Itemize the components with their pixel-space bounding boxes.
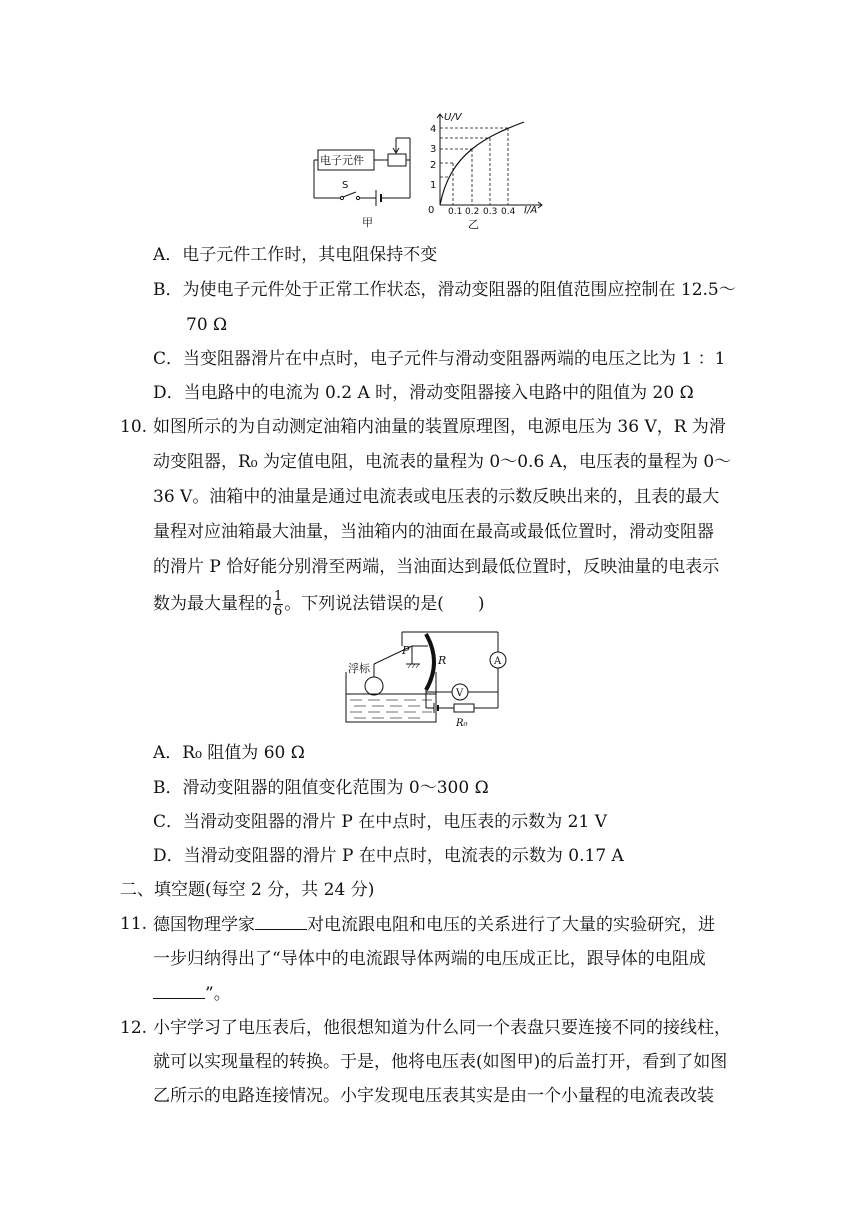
- fraction-one-sixth: [273, 590, 283, 619]
- x-tick-1: 0.1: [448, 207, 463, 217]
- q11-line2: 一步归纳得出了“导体中的电流跟导体两端的电压成正比，跟导体的电阻成: [153, 949, 706, 969]
- q12-line1: 小宇学习了电压表后，他很想知道为什么同一个表盘只要连接不同的接线柱，: [153, 1018, 731, 1038]
- q10-number: 10.: [120, 417, 148, 437]
- y-tick-2: 2: [430, 160, 437, 171]
- figure-oil-tank-circuit: [340, 624, 520, 732]
- q11-line1-before: 德国物理学家: [153, 915, 255, 935]
- q11-line3: [153, 982, 231, 1005]
- y-tick-4: 4: [430, 124, 437, 135]
- q10-stem-line6-after: 。下列说法错误的是( ): [284, 594, 485, 614]
- float-label: 浮标: [348, 662, 370, 675]
- y-axis-label: U/V: [444, 112, 462, 123]
- q10-option-c: C．当滑动变阻器的滑片 P 在中点时，电压表的示数为 21 V: [153, 812, 607, 832]
- fraction-denominator: 6: [274, 604, 283, 619]
- answer-blank-2[interactable]: [153, 982, 205, 999]
- q12-line2: 就可以实现量程的转换。于是，他将电压表(如图甲)的后盖打开，看到了如图: [153, 1052, 728, 1072]
- graph-yi: [437, 114, 542, 208]
- ammeter-label: A: [494, 656, 502, 667]
- x-tick-3: 0.3: [483, 207, 498, 217]
- answer-blank-1[interactable]: [255, 913, 307, 930]
- q10-stem-line6: [153, 590, 485, 619]
- x-tick-4: 0.4: [501, 207, 516, 217]
- q9-option-c: C．当变阻器滑片在中点时，电子元件与滑动变阻器两端的电压之比为 1 ：1: [153, 349, 726, 369]
- q10-stem-line5: 的滑片 P 恰好能分别滑至两端，当油面达到最低位置时，反映油量的电表示: [153, 557, 720, 577]
- y-tick-3: 3: [430, 144, 437, 155]
- circuit-diagram-jia: [314, 138, 410, 206]
- q11-line1: [153, 913, 715, 936]
- caption-yi: 乙: [468, 218, 479, 231]
- q10-stem-line6-before: 数为最大量程的: [153, 594, 272, 614]
- q11-line3-after: ”。: [205, 984, 231, 1004]
- slider-p-label: P: [402, 644, 410, 657]
- q11-number: 11.: [120, 914, 148, 934]
- q10-option-b: B．滑动变阻器的阻值变化范围为 0～300 Ω: [153, 778, 489, 798]
- q9-option-b-line1: B．为使电子元件处于正常工作状态，滑动变阻器的阻值范围应控制在 12.5～: [153, 280, 736, 300]
- q12-line3: 乙所示的电路连接情况。小宇发现电压表其实是由一个小量程的电流表改装: [153, 1086, 714, 1106]
- r0-label: R₀: [456, 718, 468, 729]
- q11-line1-after: 对电流跟电阻和电压的关系进行了大量的实验研究，进: [307, 915, 715, 935]
- q9-option-d: D．当电路中的电流为 0.2 A 时，滑动变阻器接入电路中的阻值为 20 Ω: [153, 383, 694, 403]
- y-tick-1: 1: [430, 180, 437, 191]
- fraction-numerator: 1: [274, 589, 283, 604]
- q9-option-b-line2: 70 Ω: [186, 315, 228, 335]
- q10-stem-line3: 36 V。油箱中的油量是通过电流表或电压表的示数反映出来的，且表的最大: [153, 487, 720, 507]
- switch-label: S: [342, 180, 349, 191]
- rheostat-r-label: R: [438, 654, 447, 667]
- q10-option-a: A．R₀ 阻值为 60 Ω: [153, 743, 305, 763]
- component-label: 电子元件: [320, 154, 364, 167]
- q10-stem-line1: 如图所示的为自动测定油箱内油量的装置原理图，电源电压为 36 V，R 为滑: [153, 417, 726, 437]
- figure-circuit-and-graph: [310, 108, 550, 232]
- q10-stem-line2: 动变阻器，R₀ 为定值电阻，电流表的量程为 0～0.6 A，电压表的量程为 0～: [153, 452, 732, 472]
- q12-number: 12.: [120, 1018, 148, 1038]
- q10-stem-line4: 量程对应油箱最大油量，当油箱内的油面在最高或最低位置时，滑动变阻器: [153, 522, 714, 542]
- q9-option-a: A．电子元件工作时，其电阻保持不变: [153, 245, 438, 265]
- q10-option-d: D．当滑动变阻器的滑片 P 在中点时，电流表的示数为 0.17 A: [153, 846, 624, 866]
- x-axis-label: I/A: [524, 205, 538, 216]
- section-heading-fill-in: 二、填空题(每空 2 分，共 24 分): [120, 880, 375, 900]
- voltmeter-label: V: [456, 688, 464, 699]
- origin-label: 0: [428, 205, 435, 216]
- caption-jia: 甲: [362, 216, 373, 229]
- x-tick-2: 0.2: [465, 207, 480, 217]
